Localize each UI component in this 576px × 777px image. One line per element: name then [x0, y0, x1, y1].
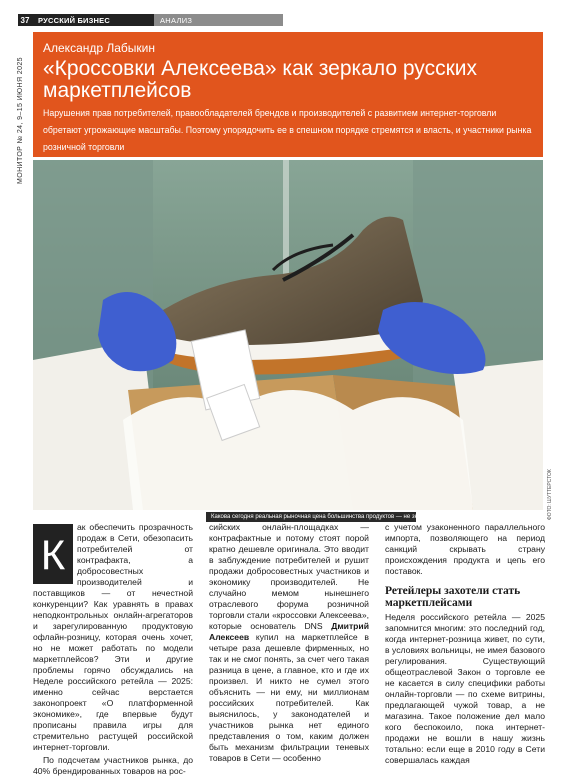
rubric-label: АНАЛИЗ	[154, 14, 283, 26]
person-name: Дмитрий Алексеев	[209, 621, 369, 642]
author-name: Александр Лабыкин	[43, 41, 156, 55]
col2-text-a: сийских онлайн-площадках — контрафактные и потому стоят порой кратно дешевле оригинала. Это вводит в заблуждение потребителей и рушит продажи добросовестных участников и экономику производителей. Не случайно мемом нынешнего отраслевого форума розничной торговли стали «кроссовки Алексеева», которые основатель DNS	[209, 522, 369, 631]
page-number: 37	[18, 14, 32, 26]
subheading: Ретейлеры захотели стать маркетплейсами	[385, 585, 521, 609]
sneaker-photo-illustration	[33, 160, 543, 510]
top-bar	[18, 14, 283, 26]
col2-text-b: купил на маркетплейсе в четыре раза дешевле фирменных, но так и не смог понять, за счет чего такая разница в цене, а главное, кто и где их произвел. И никто не сумел этого объяснить — ни ему, ни миллионам российских потребителей. Как выяснилось, у законодателей и участников рынка нет единого представления о том, каким должен быть механизм фильтрации теневых товаров в Сети — особенно	[209, 632, 369, 763]
article-column-3	[385, 522, 545, 766]
headline: «Кроссовки Алексеева» как зеркало русских маркетплейсов	[43, 57, 477, 102]
article-column-1	[33, 522, 193, 777]
issue-info-text: МОНИТОР № 24, 9–15 ИЮНЯ 2025	[17, 57, 24, 184]
article-header	[33, 32, 543, 157]
article-body	[33, 522, 545, 776]
section-name: РУССКИЙ БИЗНЕС	[32, 14, 154, 26]
photo-caption: Какова сегодня реальная рыночная цена большинства продуктов — не знает никто	[206, 512, 416, 522]
col3-paragraph-1: с учетом узаконенного параллельного импорта, позволяющего на период санкций скрывать страну происхождения продукта и цепь его поставок.	[385, 522, 545, 576]
dropcap: К	[33, 524, 73, 584]
article-column-2	[209, 522, 369, 764]
col1-paragraph-1: ак обеспечить прозрачность продаж в Сети, обезопасить потребителей от контрафакта, а добросовестных производителей и поставщиков — от нечестной конкуренции? Как уравнять в правах неподконтрольных онлайн-агрегаторов и зарегулированную продуктовую офлайн-розницу, которая очень хочет, но не может работать по модели маркетплейсов? Эти и другие проблемы горячо обсуждались на Неделе российского ретейла — 2025: именно сейчас верстается законопроект «О платформенной экономике», где впервые будут прописаны правила игры для стремительно растущей российской интернет-торговли.	[33, 522, 193, 752]
issue-info	[16, 34, 28, 184]
photo-credit-text: ФОТО: ШУТТЕРСТОК	[547, 469, 553, 520]
article-photo	[33, 160, 543, 510]
photo-credit	[547, 440, 557, 520]
lead-paragraph: Нарушения прав потребителей, правообладателей брендов и производителей с развитием интернет-торговли обретают угрожающие масштабы. Поэтому упорядочить ее в спешном порядке стремятся и власть, и участники рынка розничной торговли	[43, 108, 532, 152]
col1-paragraph-2: По подсчетам участников рынка, до 40% брендированных товаров на рос-	[33, 755, 193, 776]
col2-paragraph-1	[209, 522, 369, 764]
col3-paragraph-2: Неделя российского ретейла — 2025 запомнится многим: это последний год, когда интернет-розница живет, по сути, в условиях вольницы, не имея базового регулирования. Существующий общеотраслевой Закон о торговле ее не касается в силу специфики работы онлайн-торговли — по схеме витрины, предлагающей чужой товар, а не магазина. Такое положение дел мало кого беспокоило, пока интернет-продажи не вошли в нашу жизнь тотально: если еще в 2010 году в Сети совершалась каждая	[385, 612, 545, 765]
